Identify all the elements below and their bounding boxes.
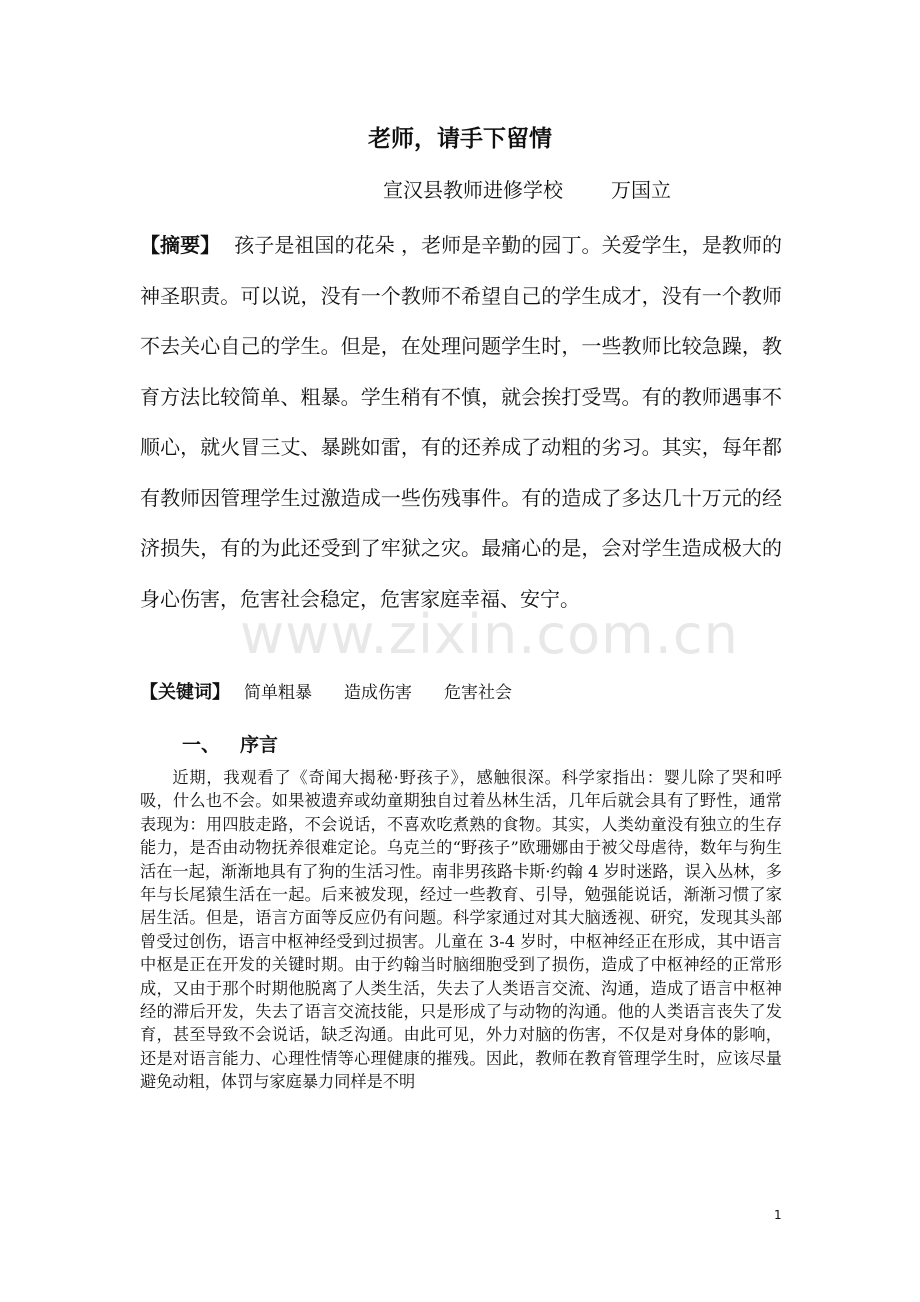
author-name: 万国立 xyxy=(611,178,671,202)
keywords-label: 【关键词】 xyxy=(140,682,230,703)
keyword-item: 简单粗暴 xyxy=(244,683,312,703)
keyword-item: 造成伤害 xyxy=(344,683,412,703)
author-line xyxy=(383,174,671,203)
section-heading xyxy=(182,730,278,757)
watermark: www.zixin.com.cn xyxy=(240,603,739,666)
body-paragraph: 近期，我观看了《奇闻大揭秘·野孩子》，感触很深。科学家指出：婴儿除了哭和呼吸，什么也不会。如果被遗弃或幼童期独自过着丛林生活，几年后就会具有了野性，通常表现为：用四肢走路，不会说话，不喜欢吃煮熟的食物。其实，人类幼童没有独立的生存能力，是否由动物抚养很难定论。乌克兰的“野孩子”欧珊娜由于被父母虐待，数年与狗生活在一起，渐渐地具有了狗的生活习性。南非男孩路卡斯·约翰 4 岁时迷路，误入丛林，多年与长尾猿生活在一起。后来被发现，经过一些教育、引导，勉强能说话，渐渐习惯了家居生活。但是，语言方面等反应仍有问题。科学家通过对其大脑透视、研究，发现其头部曾受过创伤，语言中枢神经受到过损害。儿童在 3-4 岁时，中枢神经正在形成，其中语言中枢是正在开发的关键时期。由于约翰当时脑细胞受到了损伤，造成了中枢神经的正常形成，又由于那个时期他脱离了人类生活，失去了人类语言交流、沟通，造成了语言中枢神经的滞后开发，失去了语言交流技能，只是形成了与动物的沟通。他的人类语言丧失了发育，甚至导致不会说话，缺乏沟通。由此可见，外力对脑的伤害，不仅是对身体的影响，还是对语言能力、心理性情等心理健康的摧残。因此，教师在教育管理学生时，应该尽量避免动粗，体罚与家庭暴力同样是不明 xyxy=(140,768,782,1092)
document-title: 老师，请手下留情 xyxy=(368,126,552,152)
abstract xyxy=(140,220,782,624)
keyword-item: 危害社会 xyxy=(444,683,512,703)
page-number: 1 xyxy=(774,1208,782,1222)
abstract-text: 孩子是祖国的花朵 ，老师是辛勤的园丁。关爱学生，是教师的神圣职责。可以说，没有一个教师不希望自己的学生成才，没有一个教师不去关心自己的学生。但是，在处理问题学生时，一些教师比较急躁，教育方法比较简单、粗暴。学生稍有不慎，就会挨打受骂。有的教师遇事不顺心，就火冒三丈、暴跳如雷，有的还养成了动粗的劣习。其实，每年都有教师因管理学生过激造成一些伤残事件。有的造成了多达几十万元的经济损失，有的为此还受到了牢狱之灾。最痛心的是，会对学生造成极大的身心伤害，危害社会稳定，危害家庭幸福、安宁。 xyxy=(140,233,783,611)
section-number: 一、 xyxy=(182,734,221,756)
keywords xyxy=(140,678,544,704)
section-title: 序言 xyxy=(240,734,279,756)
author-affiliation: 宣汉县教师进修学校 xyxy=(383,178,563,202)
abstract-label: 【摘要】 xyxy=(140,233,221,257)
